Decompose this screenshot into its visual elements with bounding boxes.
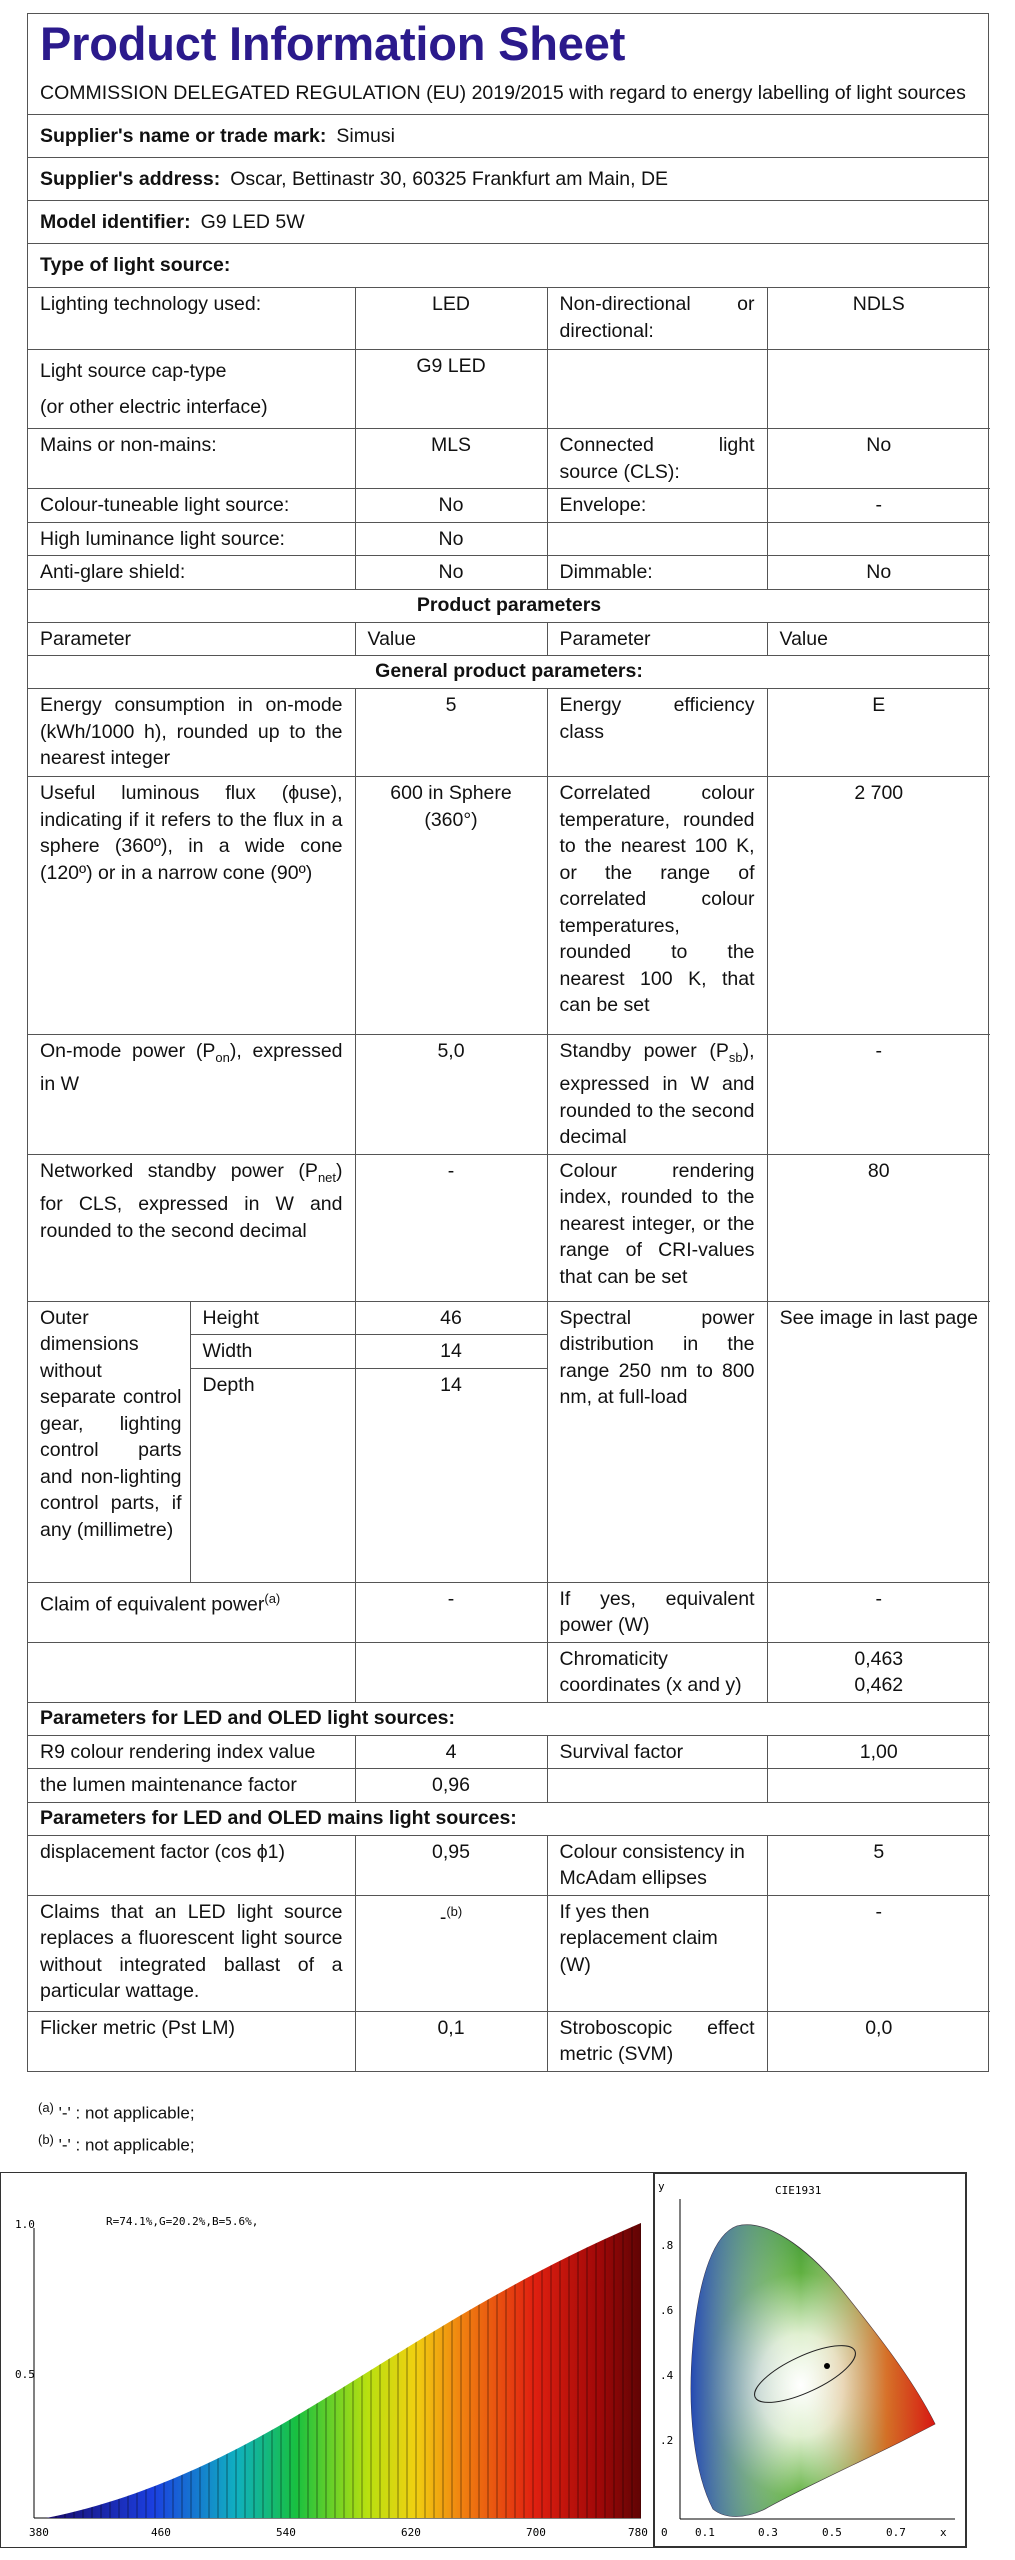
cie-graphic	[655, 2174, 965, 2546]
footnote-mark: (b)	[38, 2131, 54, 2147]
cell-label	[28, 1582, 355, 1642]
column-header: Parameter	[28, 622, 355, 656]
cell-value: -	[355, 1154, 547, 1301]
cie-y-tick: .4	[660, 2369, 674, 2382]
cell-value: No	[355, 522, 547, 556]
cell-label	[28, 350, 355, 429]
cell-label	[28, 1154, 355, 1301]
cell-label: High luminance light source:	[28, 522, 355, 556]
table-row	[28, 1642, 990, 1702]
cie-title: CIE1931	[775, 2184, 822, 2197]
cell-label: Dimmable:	[547, 556, 767, 590]
text-part: ) for CLS, expressed in W and rounded to the second decimal	[40, 1159, 343, 1242]
cell-value: E	[767, 689, 990, 777]
text-sub: net	[317, 1169, 337, 1185]
width-label: Width	[190, 1335, 355, 1369]
cell-value: LED	[355, 288, 547, 350]
cie-y-tick: .2	[660, 2434, 674, 2447]
cell-label: Correlated colour temperature, rounded to the nearest 100 K, or the range of correlated colour temperatures, rounded to the nearest 100 K, that can be set	[547, 777, 767, 1035]
column-header: Value	[355, 622, 547, 656]
cell-value: 5,0	[355, 1035, 547, 1155]
cell-empty	[767, 522, 990, 556]
spectrum-stripes	[46, 2223, 641, 2518]
cap-type-line2: (or other electric interface)	[40, 396, 268, 418]
model-identifier-label: Model identifier:	[40, 210, 191, 233]
table-row	[28, 777, 990, 1035]
section-header: Parameters for LED and OLED mains light sources:	[28, 1802, 990, 1835]
table-row	[28, 429, 990, 489]
x-tick-label: 460	[151, 2526, 171, 2539]
cie-x-tick: 0.7	[886, 2526, 906, 2539]
cell-value: 0,1	[355, 2011, 547, 2071]
footnote-mark: (a)	[38, 2100, 54, 2115]
cie-chromaticity-image	[653, 2172, 967, 2548]
table-row	[28, 1154, 990, 1301]
x-tick-label: 380	[29, 2526, 49, 2539]
table-row	[28, 522, 990, 556]
cap-type-line1: Light source cap-type	[40, 360, 227, 382]
cell-empty	[767, 1769, 990, 1803]
supplier-name-value: Simusi	[336, 124, 395, 147]
table-row	[28, 1582, 990, 1642]
cie-x-tick: 0	[661, 2526, 668, 2539]
table-row	[28, 656, 990, 689]
cie-x-tick: 0.1	[695, 2526, 715, 2539]
table-row	[28, 622, 990, 656]
type-header: Type of light source:	[40, 254, 231, 276]
cie-y-axis-label: y	[658, 2180, 665, 2193]
cell-label: Chromaticity coordinates (x and y)	[547, 1642, 767, 1702]
cell-label: Energy consumption in on-mode (kWh/1000 h), rounded up to the nearest integer	[28, 689, 355, 777]
table-row	[28, 689, 990, 777]
x-tick-label: 780	[628, 2526, 648, 2539]
cell-value: -	[767, 1582, 990, 1642]
text-sub: sb	[728, 1049, 743, 1065]
cie-y-tick: .6	[660, 2304, 674, 2317]
table-row	[28, 556, 990, 590]
footnote-marker: (a)	[264, 1590, 281, 1606]
text-part: Networked standby power (P	[40, 1159, 318, 1182]
cell-label: Survival factor	[547, 1735, 767, 1769]
cie-gamut-overlay	[691, 2225, 935, 2517]
cell-empty	[547, 1769, 767, 1803]
cell-label: Connected light source (CLS):	[547, 429, 767, 489]
x-tick-label: 700	[526, 2526, 546, 2539]
cell-value: 2 700	[767, 777, 990, 1035]
depth-label: Depth	[190, 1368, 355, 1582]
cell-label: Anti-glare shield:	[28, 556, 355, 590]
cell-value	[767, 1642, 990, 1702]
section-header: Product parameters	[28, 589, 990, 622]
cell-value: No	[767, 429, 990, 489]
page-title: Product Information Sheet	[40, 17, 626, 70]
table-row	[28, 1835, 990, 1895]
spectral-label: Spectral power distribution in the range 250 nm to 800 nm, at full-load	[547, 1301, 767, 1582]
width-value: 14	[355, 1335, 547, 1369]
cell-value: 80	[767, 1154, 990, 1301]
cell-label: Useful luminous flux (ϕuse), indicating if it refers to the flux in a sphere (360º), in a wide cone (120º) or in a narrow cone (90º)	[28, 777, 355, 1035]
cell-label: If yes then replacement claim (W)	[547, 1895, 767, 2011]
table-row	[28, 1035, 990, 1155]
supplier-address-value: Oscar, Bettinastr 30, 60325 Frankfurt am Main, DE	[230, 167, 669, 190]
cell-label	[547, 1035, 767, 1155]
cell-value: G9 LED	[355, 350, 547, 429]
regulation-subtitle: COMMISSION DELEGATED REGULATION (EU) 2019/2015 with regard to energy labelling of light sources	[40, 82, 966, 104]
model-identifier-value: G9 LED 5W	[200, 210, 305, 233]
model-identifier-row	[28, 201, 988, 244]
cell-label: displacement factor (cos ϕ1)	[28, 1835, 355, 1895]
text-part: ), expressed in W	[40, 1040, 343, 1096]
cell-label: If yes, equivalent power (W)	[547, 1582, 767, 1642]
table-row	[28, 1769, 990, 1803]
chromaticity-x: 0,463	[854, 1647, 904, 1670]
cell-value: No	[355, 556, 547, 590]
x-tick-label: 540	[276, 2526, 296, 2539]
section-header: General product parameters:	[28, 656, 990, 689]
cell-empty	[547, 522, 767, 556]
table-row	[28, 489, 990, 523]
cell-value: 1,00	[767, 1735, 990, 1769]
chromaticity-y: 0,462	[854, 1674, 904, 1697]
rgb-readout: R=74.1%,G=20.2%,B=5.6%,	[106, 2215, 259, 2228]
cell-value: -	[355, 1582, 547, 1642]
text-sub: on	[215, 1049, 230, 1065]
cell-value: -	[767, 1035, 990, 1155]
cie-x-tick: 0.5	[822, 2526, 842, 2539]
cell-value: 4	[355, 1735, 547, 1769]
footnote-b	[38, 2127, 195, 2159]
cell-label: Mains or non-mains:	[28, 429, 355, 489]
title-block	[28, 14, 988, 115]
table-row	[28, 2011, 990, 2071]
footnote-marker: (b)	[446, 1903, 463, 1919]
table-row	[28, 1895, 990, 2011]
table-row	[28, 288, 990, 350]
column-header: Value	[767, 622, 990, 656]
cell-label: the lumen maintenance factor	[28, 1769, 355, 1803]
section-header: Parameters for LED and OLED light sources:	[28, 1702, 990, 1735]
supplier-name-label: Supplier's name or trade mark:	[40, 124, 327, 147]
text-part: On-mode power (P	[40, 1040, 216, 1062]
table-row	[28, 1702, 990, 1735]
cell-label	[28, 1035, 355, 1155]
table-row	[28, 589, 990, 622]
cell-label: Colour rendering index, rounded to the nearest integer, or the range of CRI-values that can be set	[547, 1154, 767, 1301]
supplier-address-label: Supplier's address:	[40, 167, 221, 190]
cell-value: 0,0	[767, 2011, 990, 2071]
cell-value: No	[767, 556, 990, 590]
cell-label: Non-directional or directional:	[547, 288, 767, 350]
cell-value: -	[767, 1895, 990, 2011]
y-tick-label: 1.0	[15, 2218, 35, 2231]
table-row	[28, 1735, 990, 1769]
parameters-table	[28, 287, 990, 2071]
cell-label: Flicker metric (Pst LM)	[28, 2011, 355, 2071]
footnotes	[38, 2095, 195, 2158]
supplier-address-row	[28, 158, 988, 201]
dimensions-label: Outer dimensions without separate control gear, lighting control parts and non-lighting control parts, if any (millimetre)	[28, 1301, 190, 1582]
product-information-sheet	[27, 13, 989, 2072]
footnote-a	[38, 2095, 195, 2127]
cell-value: 5	[767, 1835, 990, 1895]
spectral-value: See image in last page	[767, 1301, 990, 1582]
cell-empty	[28, 1642, 355, 1702]
cell-empty	[767, 350, 990, 429]
footnote-text: '-' : not applicable;	[58, 2103, 195, 2123]
column-header: Parameter	[547, 622, 767, 656]
depth-value: 14	[355, 1368, 547, 1582]
cell-label: Energy efficiency class	[547, 689, 767, 777]
cell-value	[355, 1895, 547, 2011]
cell-empty	[355, 1642, 547, 1702]
supplier-name-row	[28, 115, 988, 158]
spectrum-graphic	[1, 2173, 659, 2547]
text-part: Standby power (P	[559, 1040, 729, 1062]
cell-label: Stroboscopic effect metric (SVM)	[547, 2011, 767, 2071]
spectral-distribution-image	[0, 2172, 660, 2548]
chromaticity-point	[824, 2363, 830, 2369]
cie-y-tick: .8	[660, 2239, 674, 2252]
height-label: Height	[190, 1301, 355, 1335]
cell-value: MLS	[355, 429, 547, 489]
table-row	[28, 1802, 990, 1835]
cell-empty	[547, 350, 767, 429]
cell-value: -	[767, 489, 990, 523]
type-header-row	[28, 244, 988, 287]
y-tick-label: 0.5	[15, 2368, 35, 2381]
cell-value: 0,96	[355, 1769, 547, 1803]
cell-label: Envelope:	[547, 489, 767, 523]
text-part: ), expressed in W and rounded to the second decimal	[559, 1040, 755, 1149]
cell-label: Claims that an LED light source replaces a fluorescent light source without integrated ballast of a particular wattage.	[28, 1895, 355, 2011]
cie-x-tick: 0.3	[758, 2526, 778, 2539]
cell-value: No	[355, 489, 547, 523]
cell-value: NDLS	[767, 288, 990, 350]
footnote-text: '-' : not applicable;	[58, 2135, 195, 2155]
cell-label: Colour consistency in McAdam ellipses	[547, 1835, 767, 1895]
cell-label: Lighting technology used:	[28, 288, 355, 350]
cell-value: 0,95	[355, 1835, 547, 1895]
x-tick-label: 620	[401, 2526, 421, 2539]
table-row	[28, 350, 990, 429]
height-value: 46	[355, 1301, 547, 1335]
cell-value: 5	[355, 689, 547, 777]
table-row	[28, 1301, 990, 1335]
text-part: Claim of equivalent power	[40, 1593, 265, 1616]
cell-value: 600 in Sphere (360°)	[355, 777, 547, 1035]
text-part: -	[439, 1906, 447, 1929]
cell-label: Colour-tuneable light source:	[28, 489, 355, 523]
cie-x-axis-label: x	[940, 2526, 947, 2539]
cell-label: R9 colour rendering index value	[28, 1735, 355, 1769]
